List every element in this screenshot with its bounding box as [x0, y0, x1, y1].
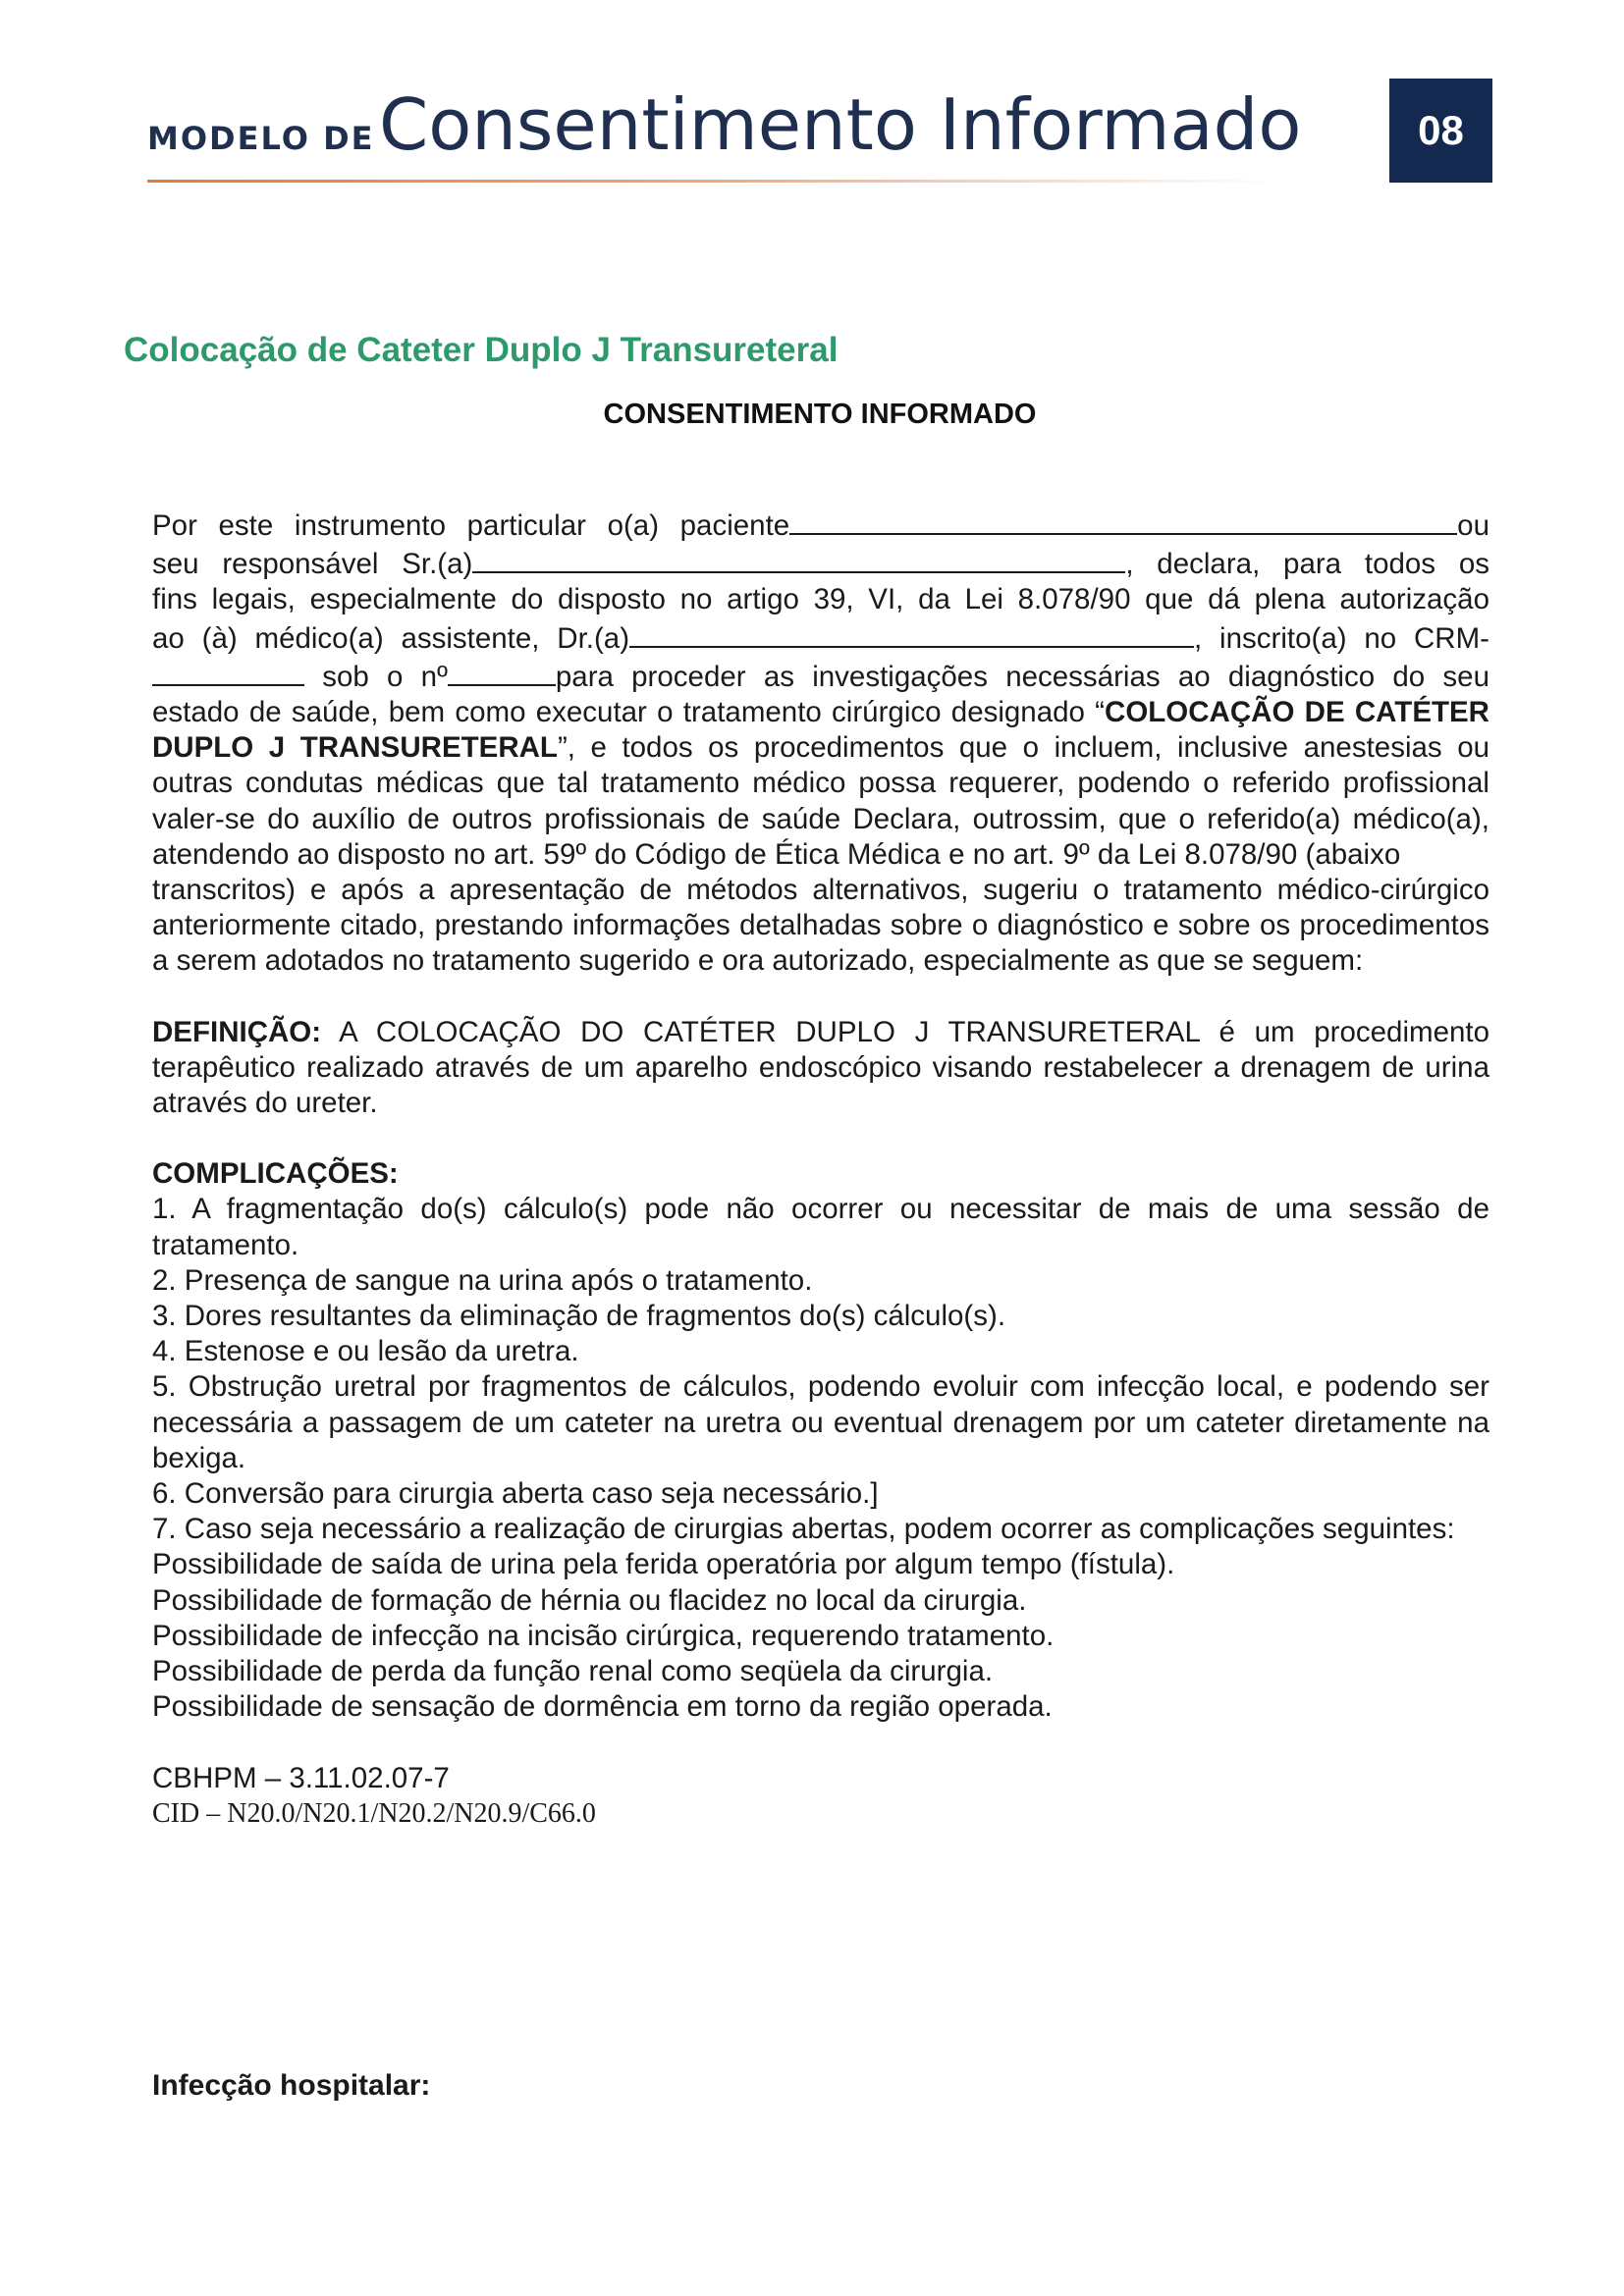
document-title: Colocação de Cateter Duplo J Transureteral [124, 331, 839, 369]
definition-label: DEFINIÇÃO: [152, 1015, 322, 1048]
complications-label: COMPLICAÇÕES: [152, 1157, 399, 1191]
complication-item: Possibilidade de infecção na incisão cirúrgica, requerendo tratamento. [152, 1619, 1055, 1652]
intro-line-2 [152, 544, 1489, 582]
intro-line-1 [152, 506, 1489, 544]
intro-paragraph-continued: transcritos) e após a apresentação de métodos alternativos, sugeriu o tratamento médico-cirúrgico anteriormente citado, prestando informações detalhadas sobre o diagnóstico e sobre os procedimentos a serem adotados no tratamento sugerido e ora autorizado, especialmente as que se seguem: [152, 874, 1489, 978]
intro-text: Por este instrumento particular o(a) paciente [152, 509, 790, 542]
complication-item: 2. Presença de sangue na urina após o tratamento. [152, 1263, 813, 1297]
document-body [152, 506, 1489, 1832]
complication-item: Possibilidade de perda da função renal como seqüela da cirurgia. [152, 1655, 994, 1688]
intro-line-3: fins legais, especialmente do disposto no artigo 39, VI, da Lei 8.078/90 que dá plena autorização [152, 583, 1489, 616]
complication-item: 7. Caso seja necessário a realização de cirurgias abertas, podem ocorrer as complicações seguintes: [152, 1513, 1455, 1546]
cbhpm-code: CBHPM – 3.11.02.07-7 [152, 1761, 450, 1794]
intro-text: ”, e todos os procedimentos que o incluem, inclusive anestesias ou outras condutas médicas que tal tratamento médico possa requerer, podendo o referido profissional valer-se do auxílio de outros profissionais de saúde Declara, outrossim, que o referido(a) médico(a), atendendo ao disposto no art. 59º do Código de Ética Médica e no art. 9º da Lei 8.078/90 (abaixo [152, 731, 1490, 871]
intro-text: estado de saúde, bem como executar o tratamento cirúrgico designado “ [152, 696, 1106, 729]
procedure-name: COLOCAÇÃO DE CATÉTER DUPLO J TRANSURETERAL [152, 696, 1489, 765]
definition-text: A COLOCAÇÃO DO CATÉTER DUPLO J TRANSURETERAL é um procedimento terapêutico realizado através de um aparelho endoscópico visando restabelecer a drenagem de urina através do ureter. [152, 1015, 1489, 1120]
complication-item: 1. A fragmentação do(s) cálculo(s) pode não ocorrer ou necessitar de mais de uma sessão de tratamento. [152, 1193, 1489, 1261]
intro-text: para proceder as investigações necessárias ao diagnóstico do seu [555, 660, 1489, 693]
complication-item: Possibilidade de sensação de dormência em torno da região operada. [152, 1690, 1053, 1724]
spacer [152, 1121, 1489, 1156]
guardian-name-blank[interactable] [472, 544, 1125, 573]
complication-item: Possibilidade de saída de urina pela ferida operatória por algum tempo (fístula). [152, 1548, 1175, 1581]
infection-heading: Infecção hospitalar: [152, 2069, 431, 2102]
complication-item: 4. Estenose e ou lesão da uretra. [152, 1335, 579, 1368]
intro-text: sob o nº [304, 660, 448, 693]
intro-text: ao (à) médico(a) assistente, Dr.(a) [152, 621, 630, 655]
complication-item: 3. Dores resultantes da eliminação de fragmentos do(s) cálculo(s). [152, 1300, 1006, 1333]
header-title [147, 83, 1301, 166]
header-prefix: MODELO DE [147, 120, 375, 157]
crm-number-blank[interactable] [448, 657, 556, 686]
header-divider [147, 180, 1276, 183]
header-main-title: Consentimento Informado [378, 83, 1302, 166]
intro-text: ou [1457, 509, 1489, 542]
patient-name-blank[interactable] [789, 506, 1457, 535]
intro-paragraph [152, 695, 1489, 873]
cid-code: CID – N20.0/N20.1/N20.2/N20.9/C66.0 [152, 1797, 596, 1829]
complication-item: 6. Conversão para cirurgia aberta caso seja necessário.] [152, 1477, 879, 1511]
intro-text: , declara, para todos os [1125, 548, 1489, 581]
doctor-name-blank[interactable] [629, 618, 1194, 648]
complication-item: 5. Obstrução uretral por fragmentos de cálculos, podendo evoluir com infecção local, e podendo ser necessária a passagem de um cateter na uretra ou eventual drenagem por um cateter diretamente na bexiga. [152, 1370, 1489, 1474]
spacer [152, 1726, 1489, 1761]
page-number-badge: 08 [1389, 79, 1492, 183]
intro-text: , inscrito(a) no CRM- [1194, 621, 1489, 655]
intro-line-5 [152, 657, 1489, 695]
intro-text: seu responsável Sr.(a) [152, 548, 473, 581]
spacer [152, 980, 1489, 1015]
complication-item: Possibilidade de formação de hérnia ou flacidez no local da cirurgia. [152, 1583, 1027, 1617]
definition-paragraph [152, 1015, 1489, 1122]
intro-line-4 [152, 618, 1489, 657]
page-header [147, 83, 1302, 191]
document-subtitle: CONSENTIMENTO INFORMADO [603, 399, 1037, 430]
crm-state-blank[interactable] [152, 657, 304, 686]
